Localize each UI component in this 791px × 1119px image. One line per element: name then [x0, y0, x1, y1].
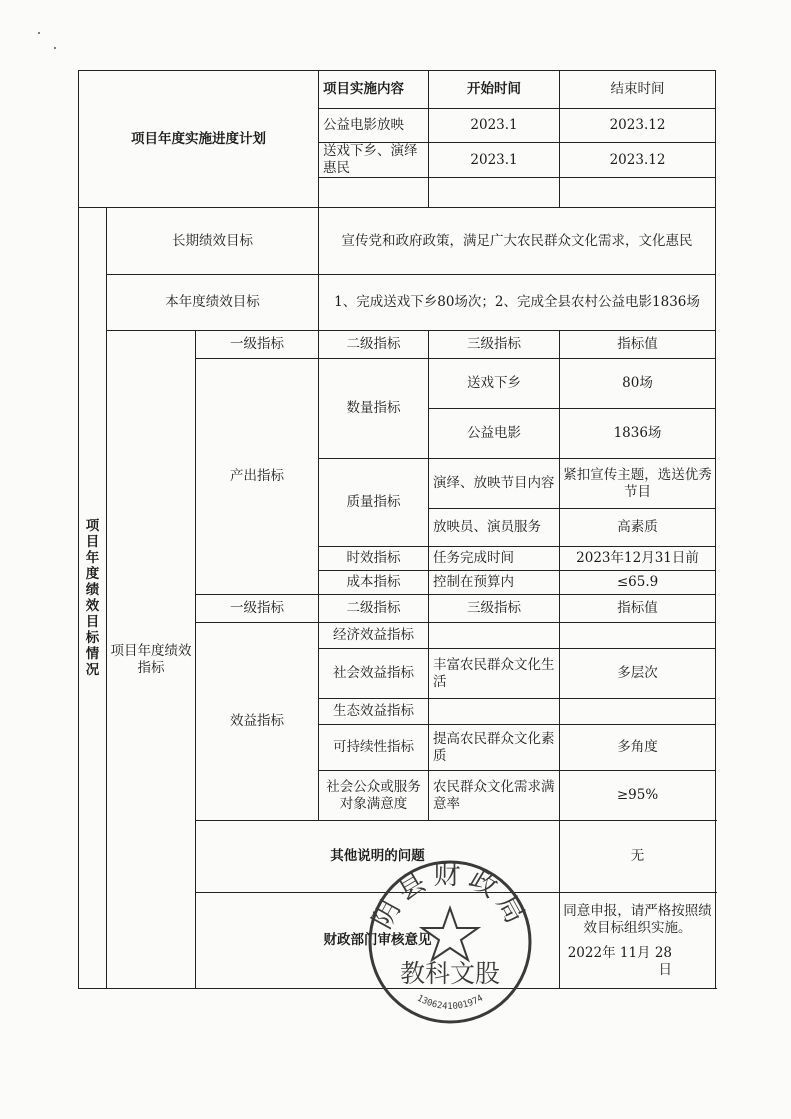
header-level1: 一级指标 [196, 331, 319, 359]
scan-speck [38, 32, 40, 34]
seal-arc-text: 阴县财政局 [366, 860, 534, 934]
other-notes-label: 其他说明的问题 [196, 821, 560, 893]
schedule-header-start: 开始时间 [429, 71, 560, 109]
output-level1: 产出指标 [196, 359, 319, 595]
timeliness-level3: 任务完成时间 [429, 547, 560, 571]
timeliness-level2: 时效指标 [319, 547, 429, 571]
schedule-row-start: 2023.1 [429, 143, 560, 178]
quantity-level3: 送戏下乡 [429, 359, 560, 409]
social-level2: 社会效益指标 [319, 649, 429, 699]
annual-goal-value: 1、完成送戏下乡80场次；2、完成全县农村公益电影1836场 [319, 275, 716, 331]
quantity-level2: 数量指标 [319, 359, 429, 459]
scan-speck [54, 47, 56, 49]
finance-opinion-cell [560, 893, 716, 989]
indicators-label: 项目年度绩效指标 [107, 331, 196, 989]
schedule-label: 项目年度实施进度计划 [79, 71, 319, 208]
sustainable-level3: 提高农民群众文化素质 [429, 725, 560, 771]
sustainable-level2: 可持续性指标 [319, 725, 429, 771]
header-level3: 三级指标 [429, 595, 560, 623]
long-term-goal-value: 宣传党和政府政策，满足广大农民群众文化需求，文化惠民 [319, 208, 716, 275]
social-level3: 丰富农民群众文化生活 [429, 649, 560, 699]
quantity-value: 80场 [560, 359, 716, 409]
ecological-level2: 生态效益指标 [319, 699, 429, 725]
schedule-row-content: 公益电影放映 [319, 109, 429, 143]
quality-level2: 质量指标 [319, 459, 429, 547]
finance-opinion-date: 2022年 11月 28日 [567, 944, 673, 978]
goals-section-label: 项目年度绩效目标情况 [79, 208, 107, 989]
sustainable-value: 多角度 [560, 725, 716, 771]
ecological-value [560, 699, 716, 725]
annual-goal-label: 本年度绩效目标 [107, 275, 319, 331]
seal-code: 1306241001974 [415, 993, 485, 1013]
satisfaction-level2: 社会公众或服务对象满意度 [319, 771, 429, 821]
quantity-value: 1836场 [560, 409, 716, 459]
satisfaction-value: ≥95% [560, 771, 716, 821]
ecological-level3 [429, 699, 560, 725]
quality-value: 高素质 [560, 509, 716, 547]
economic-level2: 经济效益指标 [319, 623, 429, 649]
schedule-row-end: 2023.12 [560, 143, 716, 178]
header-level2: 二级指标 [319, 595, 429, 623]
schedule-header-content: 项目实施内容 [319, 71, 429, 109]
satisfaction-level3: 农民群众文化需求满意率 [429, 771, 560, 821]
quality-level3: 放映员、演员服务 [429, 509, 560, 547]
quality-level3: 演绎、放映节目内容 [429, 459, 560, 509]
other-notes-value: 无 [560, 821, 716, 893]
header-value: 指标值 [560, 595, 716, 623]
schedule-header-end: 结束时间 [560, 71, 716, 109]
header-level3: 三级指标 [429, 331, 560, 359]
cost-level3: 控制在预算内 [429, 571, 560, 595]
schedule-empty-cell [560, 178, 716, 208]
header-level2: 二级指标 [319, 331, 429, 359]
quality-value: 紧扣宣传主题，选送优秀节目 [560, 459, 716, 509]
finance-opinion-label: 财政部门审核意见 [196, 893, 560, 989]
seal-center-text: 教科文股 [399, 959, 501, 988]
social-value: 多层次 [560, 649, 716, 699]
economic-value [560, 623, 716, 649]
benefit-level1: 效益指标 [196, 623, 319, 821]
header-level1: 一级指标 [196, 595, 319, 623]
schedule-row-content: 送戏下乡、演绎惠民 [319, 143, 429, 178]
timeliness-value: 2023年12月31日前 [560, 547, 716, 571]
schedule-empty-cell [319, 178, 429, 208]
cost-level2: 成本指标 [319, 571, 429, 595]
header-value: 指标值 [560, 331, 716, 359]
schedule-empty-cell [429, 178, 560, 208]
finance-opinion-text: 同意申报，请严格按照绩效目标组织实施。 [563, 902, 712, 936]
quantity-level3: 公益电影 [429, 409, 560, 459]
long-term-goal-label: 长期绩效目标 [107, 208, 319, 275]
schedule-row-start: 2023.1 [429, 109, 560, 143]
schedule-row-end: 2023.12 [560, 109, 716, 143]
cost-value: ≤65.9 [560, 571, 716, 595]
performance-target-table [78, 70, 716, 989]
economic-level3 [429, 623, 560, 649]
